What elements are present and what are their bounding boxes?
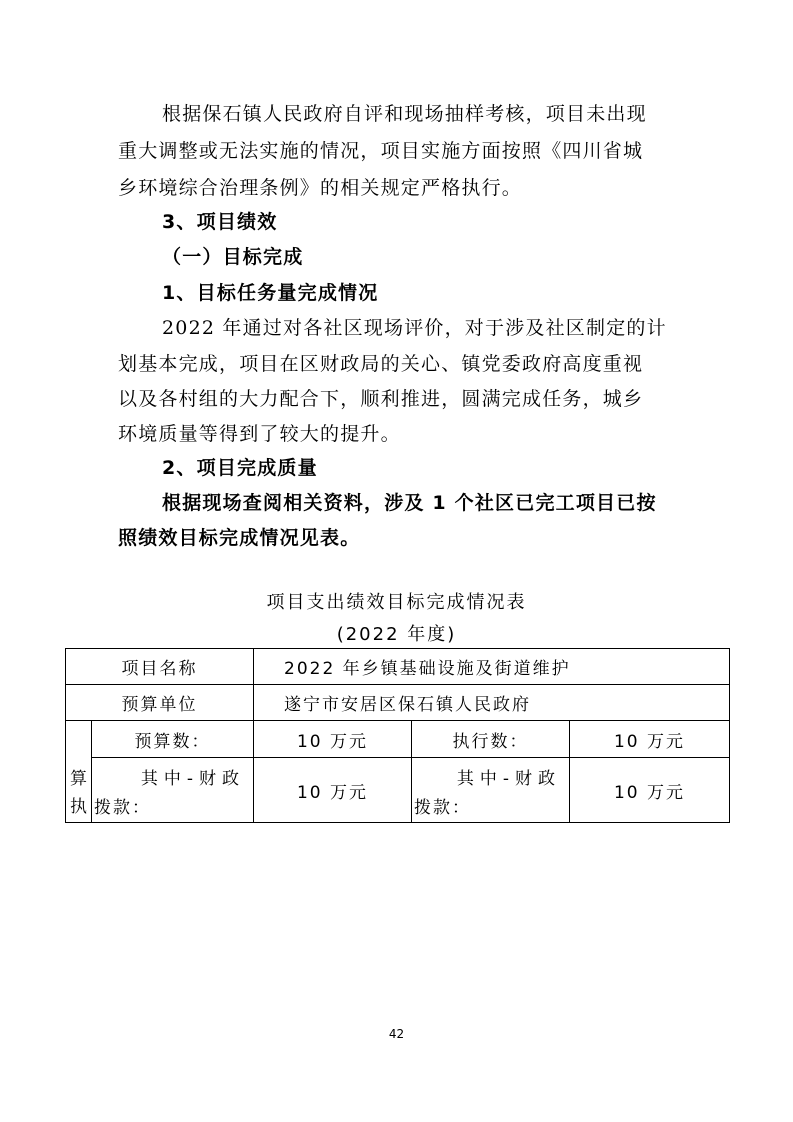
budget-fiscal-label-top: 其中-财政 [140, 769, 245, 789]
paragraph-1-line-1: 根据保石镇人民政府自评和现场抽样考核，项目未出现 [162, 103, 647, 125]
table-caption: 项目支出绩效目标完成情况表 [266, 592, 527, 613]
exec-amount-label: 执行数： [412, 721, 570, 758]
paragraph-1-line-2: 重大调整或无法实施的情况，项目实施方面按照《四川省城 [118, 140, 644, 162]
side-label-1: 算 [70, 768, 87, 789]
budget-fiscal-value: 10 万元 [254, 758, 412, 823]
budget-unit-value: 遂宁市安居区保石镇人民政府 [254, 685, 730, 721]
paragraph-2-line-2: 划基本完成，项目在区财政局的关心、镇党委政府高度重视 [118, 353, 644, 375]
budget-amount-value: 10 万元 [254, 721, 412, 758]
subsection-heading-goal-completion: （一）目标完成 [162, 246, 304, 268]
budget-fiscal-label [92, 758, 254, 823]
project-name-label: 项目名称 [66, 649, 254, 685]
page-number: 42 [388, 1027, 405, 1041]
side-label-2: 执 [70, 796, 87, 817]
paragraph-2-line-4: 环境质量等得到了较大的提升。 [118, 423, 401, 445]
table-row-fiscal [66, 758, 730, 823]
section-heading-project-performance: 3、项目绩效 [162, 211, 278, 233]
side-label-cell [66, 721, 92, 823]
table-row-budget-unit [66, 685, 730, 721]
paragraph-2-line-1: 2022 年通过对各社区现场评价，对于涉及社区制定的计 [162, 317, 667, 339]
exec-fiscal-value: 10 万元 [570, 758, 730, 823]
table-row-amounts [66, 721, 730, 758]
exec-fiscal-label-top: 其中-财政 [456, 769, 561, 789]
table-row-project-name [66, 649, 730, 685]
exec-fiscal-label-bottom: 拨款： [414, 798, 471, 818]
paragraph-1-line-3: 乡环境综合治理条例》的相关规定严格执行。 [118, 177, 523, 199]
paragraph-2-line-3: 以及各村组的大力配合下，顺利推进，圆满完成任务，城乡 [118, 388, 644, 410]
project-name-value: 2022 年乡镇基础设施及街道维护 [254, 649, 730, 685]
table-year: (2022 年度) [336, 624, 457, 645]
exec-fiscal-label [412, 758, 570, 823]
item-heading-task-volume: 1、目标任务量完成情况 [162, 282, 379, 304]
paragraph-3-line-1: 根据现场查阅相关资料，涉及 1 个社区已完工项目已按 [162, 492, 657, 514]
item-heading-completion-quality: 2、项目完成质量 [162, 457, 318, 479]
budget-unit-label: 预算单位 [66, 685, 254, 721]
budget-fiscal-label-bottom: 拨款： [94, 798, 151, 818]
budget-amount-label: 预算数： [92, 721, 254, 758]
paragraph-3-line-2: 照绩效目标完成情况见表。 [118, 527, 361, 549]
exec-amount-value: 10 万元 [570, 721, 730, 758]
performance-table [65, 648, 730, 823]
